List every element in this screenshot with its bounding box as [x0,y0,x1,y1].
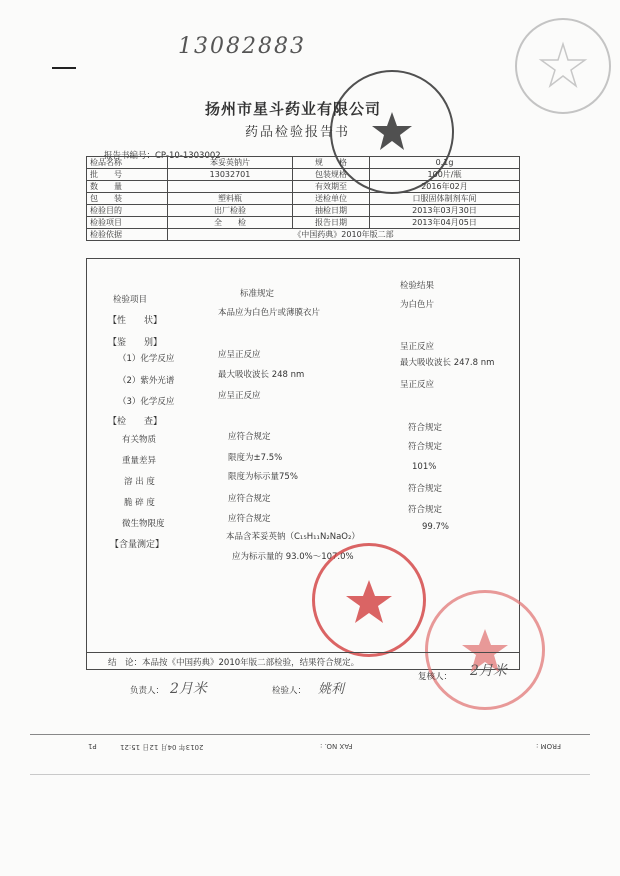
meta-row [87,205,520,217]
handwritten-number: 13082883 [178,34,306,59]
item-label: 微生物限度 [122,519,165,529]
standard-text: 应呈正反应 [218,391,261,401]
standard-text: 应符合规定 [228,494,271,504]
responsible-label: 负责人： [130,686,165,696]
meta-label: 检品名称 [87,157,168,169]
standard-text: 限度为标示量75% [228,472,298,482]
meta-value: 口服固体制剂车间 [370,193,520,205]
meta-label: 检验依据 [87,229,168,241]
red-stamp-2-star-icon [428,593,542,707]
meta-value: 塑料瓶 [168,193,293,205]
result-text: 符合规定 [408,484,443,494]
item-label: （2）紫外光谱 [118,376,175,386]
meta-label: 包装规格 [293,169,370,181]
fax-number: FAX NO. : [320,742,353,750]
meta-value: 苯妥英钠片 [168,157,293,169]
result-text: 呈正反应 [400,380,435,390]
standard-text: 本品应为白色片或薄膜衣片 [218,308,321,318]
meta-value: 出厂检验 [168,205,293,217]
fax-from: FROM : [536,742,562,750]
col-header-standard: 标准规定 [240,289,275,299]
meta-row [87,217,520,229]
meta-label: 送检单位 [293,193,370,205]
item-label: 溶 出 度 [124,477,155,487]
standard-text: 应符合规定 [228,432,271,442]
item-label: 【性 状】 [108,316,163,326]
meta-row [87,193,520,205]
meta-label: 包 装 [87,193,168,205]
pen-mark [52,67,76,69]
result-text: 101% [412,462,437,472]
red-stamp-quality [312,543,426,657]
meta-value: 2016年02月 [370,181,520,193]
standard-text: 本品含苯妥英钠（C₁₅H₁₁N₂NaO₂） [226,532,360,542]
item-label: （1）化学反应 [118,354,175,364]
meta-label: 抽检日期 [293,205,370,217]
red-stamp-county [425,590,545,710]
reviewer-signature: 2月米 [470,663,507,679]
meta-row-basis [87,229,520,241]
item-label: （3）化学反应 [118,397,175,407]
result-text: 符合规定 [408,442,443,452]
meta-label: 报告日期 [293,217,370,229]
item-label: 脆 碎 度 [124,498,155,508]
meta-value: 0.1g [370,157,520,169]
report-title: 药品检验报告书 [245,125,351,140]
result-text: 99.7% [422,522,450,532]
meta-row [87,169,520,181]
meta-row [87,181,520,193]
meta-label: 检验目的 [87,205,168,217]
meta-value: 100片/瓶 [370,169,520,181]
standard-text: 应为标示量的 93.0%～107.0% [232,552,354,562]
conclusion: 结 论：本品按《中国药典》2010年版二部检验，结果符合规定。 [108,658,360,668]
result-text: 符合规定 [408,505,443,515]
result-text: 最大吸收波长 247.8 nm [400,358,495,368]
fax-divider [30,734,590,735]
meta-value: 2013年04月05日 [370,217,520,229]
item-label: 【检 查】 [108,417,163,427]
report-number: 报告书编号：CP-10-1303002 [104,151,221,161]
meta-value: 全 检 [168,217,293,229]
standard-text: 限度为±7.5% [228,453,283,463]
result-text: 为白色片 [400,300,435,310]
item-label: 【鉴 别】 [108,338,163,348]
reviewer-label: 复核人： [418,672,453,682]
item-label: 【含量测定】 [110,540,165,550]
responsible-signature: 2月米 [170,681,207,697]
meta-label: 数 量 [87,181,168,193]
fax-time: 2013年 04月 12日 15:21 [120,743,204,751]
meta-row [87,157,520,169]
bottom-rule [30,774,590,775]
item-label: 重量差异 [122,456,157,466]
company-name: 扬州市星斗药业有限公司 [205,100,382,118]
result-text: 呈正反应 [400,342,435,352]
col-header-item: 检验项目 [113,295,148,305]
meta-value: 2013年03月30日 [370,205,520,217]
inspector-signature: 姚利 [318,682,345,697]
result-text: 符合规定 [408,423,443,433]
fax-page: P1 [88,742,97,750]
standard-text: 应符合规定 [228,514,271,524]
meta-value: 《中国药典》2010年版二部 [168,229,520,241]
meta-value [168,181,293,193]
grey-stamp-top-right [515,18,611,114]
grey-stamp-star-icon [517,20,609,112]
report-meta-table [86,156,520,241]
red-stamp-star-icon [315,546,423,654]
meta-label: 规 格 [293,157,370,169]
meta-label: 批 号 [87,169,168,181]
item-label: 有关物质 [122,435,157,445]
conclusion-line [86,652,520,653]
col-header-result: 检验结果 [400,281,435,291]
meta-label: 检验项目 [87,217,168,229]
meta-label: 有效期至 [293,181,370,193]
inspector-label: 检验人： [272,686,307,696]
standard-text: 最大吸收波长 248 nm [218,370,305,380]
meta-value: 13032701 [168,169,293,181]
standard-text: 应呈正反应 [218,350,261,360]
